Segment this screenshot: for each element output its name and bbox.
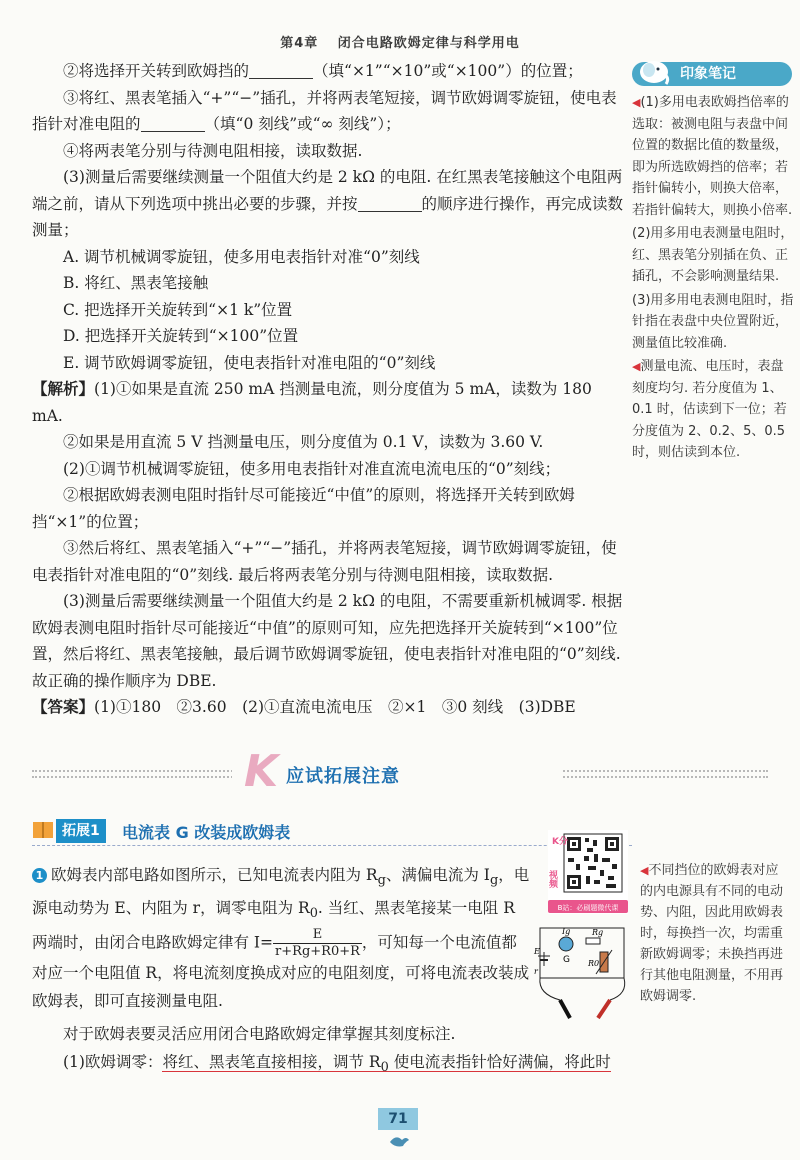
triangle-icon: ◀ — [632, 96, 641, 109]
analysis-4: ②根据欧姆表测电阻时指针尽可能接近“中值”的原则，将选择开关转到欧姆挡“×1”的位置； — [32, 486, 575, 531]
k-logo-icon: K — [244, 746, 279, 797]
svg-text:Ig: Ig — [562, 927, 571, 936]
dashed-divider — [32, 845, 632, 846]
note-4: ◀测量电流、电压时，表盘刻度均匀. 若分度值为 1、0.1 时，估读到下一位；若分度值为 2、0.2、5、0.5 时，则估读到本位. — [632, 359, 787, 460]
answer-line: 【答案】(1)①180 ②3.60 (2)①直流电流电压 ②×1 ③0 刻线 (3)DBE — [32, 698, 576, 716]
analysis-5: ③然后将红、黑表笔插入“+”“−”插孔，并将两表笔短接，调节欧姆调零旋钮，使电表指针对准电阻的“0”刻线. 最后将两表笔分别与待测电阻相接，读取数据. — [32, 539, 617, 584]
analysis-2: ②如果是用直流 5 V 挡测量电压，则分度值为 0.1 V，读数为 3.60 V. — [63, 433, 544, 451]
question-3: (3)测量后需要继续测量一个阻值大约是 2 kΩ 的电阻. 在红黑表笔接触这个电阻两端之前，请从下列选项中挑出必要的步骤，并按 的顺序进行操作，再完成读数测量； — [32, 168, 624, 239]
step-4: ④将两表笔分别与待测电阻相接，读取数据. — [63, 141, 363, 160]
side-note: ◀不同挡位的欧姆表对应的内电源具有不同的电动势、内阻，因此用欧姆表时，每换挡一次，均需重新欧姆调零；未换挡再进行其他电阻测量，不用再欧姆调零. — [640, 863, 784, 1004]
extension-heading — [32, 816, 632, 848]
qr-code-icon — [548, 830, 628, 914]
book-icon — [32, 820, 54, 840]
answer-blank — [141, 114, 205, 132]
number-badge: 1 — [32, 868, 47, 883]
triangle-icon: ◀ — [640, 864, 649, 877]
option-d: D. 把选择开关旋转到“×100”位置 — [63, 327, 299, 345]
option-e: E. 调节欧姆调零旋钮，使电表指针对准电阻的“0”刻线 — [63, 353, 436, 372]
svg-text:Rg: Rg — [592, 928, 604, 937]
extension-title: 电流表 G 改装成欧姆表 — [122, 823, 291, 842]
step-3: ③将红、黑表笔插入“+”“−”插孔，并将两表笔短接，调节欧姆调零旋钮，使电表指针对准电阻的 （填“0 刻线”或“∞ 刻线”）； — [32, 88, 617, 133]
formula-fraction: $\frac{E}{r+Rg+R0+R}$ — [275, 927, 360, 960]
notes-title: 印象笔记 — [680, 66, 736, 82]
note-3: (3)用多用电表测电阻时，指针指在表盘中央位置附近，测量值比较准确. — [632, 292, 794, 351]
scale-intro: 对于欧姆表要灵活应用闭合电路欧姆定律掌握其刻度标注. — [63, 1025, 456, 1043]
option-b: B. 将红、黑表笔接触 — [63, 274, 209, 292]
analysis-1: 【解析】(1)①如果是直流 250 mA 挡测量电流，则分度值为 5 mA，读数为 180 mA. — [32, 380, 592, 425]
ohmmeter-scale — [32, 1020, 632, 1082]
main-content — [32, 58, 624, 721]
page-header — [0, 32, 800, 51]
ohmmeter-circuit-diagram — [530, 922, 630, 1022]
zero-adjust-step: (1)欧姆调零：将红、黑表笔直接相接，调节 $R_0$ 使电流表指针恰好满偏，将此时 — [63, 1053, 611, 1076]
qr-caption: B站：必刷题微代课 — [557, 904, 619, 912]
answer-blank — [249, 61, 313, 79]
qr-label: K分 — [552, 837, 568, 847]
option-c: C. 把选择开关旋转到“×1 k”位置 — [63, 300, 293, 319]
triangle-icon: ◀ — [632, 360, 641, 373]
bird-icon — [388, 1134, 410, 1148]
analysis-3: (2)①调节机械调零旋钮，使多用电表指针对准直流电流电压的“0”刻线； — [63, 459, 561, 478]
ohmmeter-intro: 1 欧姆表内部电路如图所示，已知电流表内阻为 $R_g$、满偏电流为 $I_g$，电源电动势为 E、内阻为 r，调零电阻为 $R_0$. 当红、黑表笔接某一电阻 R 两端时，由闭合电路欧姆定律有 I= $\frac{E}{r+Rg+R0+R}$ ，可知每一个电流值都对应一个电阻值 R，将电流刻度换成对应的电阻刻度，可将电流表改装成欧姆表，即可直接测量电阻. — [32, 866, 530, 1010]
chapter-title: 闭合电路欧姆定律与科学用电 — [337, 36, 520, 51]
note-2: (2)用多用电表测量电阻时，红、黑表笔分别插在负、正插孔，不会影响测量结果. — [632, 226, 794, 284]
qr-label: 视频 — [548, 870, 557, 888]
analysis-6: (3)测量后需要继续测量一个阻值大约是 2 kΩ 的电阻，不需要重新机械调零. 根据欧姆表测电阻时指针尽可能接近“中值”的原则可知，应先把选择开关旋转到“×100”位置，然后将红、黑表笔接触，最后调节欧姆调零旋钮，使电表指针对准电阻的“0”刻线. 故正确的操作顺序为 DBE. — [32, 592, 623, 690]
section-heading — [232, 746, 562, 797]
key-point-underline: 将红、黑表笔直接相接，调节 $R_0$ 使电流表指针恰好满偏，将此时 — [162, 1053, 611, 1076]
qr-code-block[interactable] — [548, 830, 628, 914]
svg-text:E: E — [534, 947, 540, 956]
svg-text:G: G — [563, 955, 570, 965]
section-title: 应试拓展注意 — [286, 766, 400, 787]
note-1: ◀(1)多用电表欧姆挡倍率的选取：被测电阻与表盘中间位置的数据比值的数量级，即为所选欧姆挡的倍率；若指针偏转小，则换大倍率，若指针偏转大，则换小倍率. — [632, 95, 793, 218]
notes-header — [632, 62, 792, 86]
sidebar-notes — [632, 62, 796, 466]
extension-tag: 拓展1 — [56, 819, 106, 843]
page-number: 71 — [378, 1108, 418, 1130]
elephant-icon — [636, 56, 672, 86]
svg-text:R0: R0 — [588, 959, 600, 968]
answer-label: 【答案】 — [32, 698, 95, 716]
option-a: A. 调节机械调零旋钮，使多用电表指针对准“0”刻线 — [63, 247, 420, 266]
step-2: ②将选择开关转到欧姆挡的 （填“×1”“×10”或“×100”）的位置； — [63, 62, 583, 80]
answer-blank — [358, 194, 422, 212]
analysis-label: 【解析】 — [32, 380, 95, 398]
chapter-number: 第4章 — [280, 36, 319, 51]
svg-text:r: r — [534, 967, 538, 976]
